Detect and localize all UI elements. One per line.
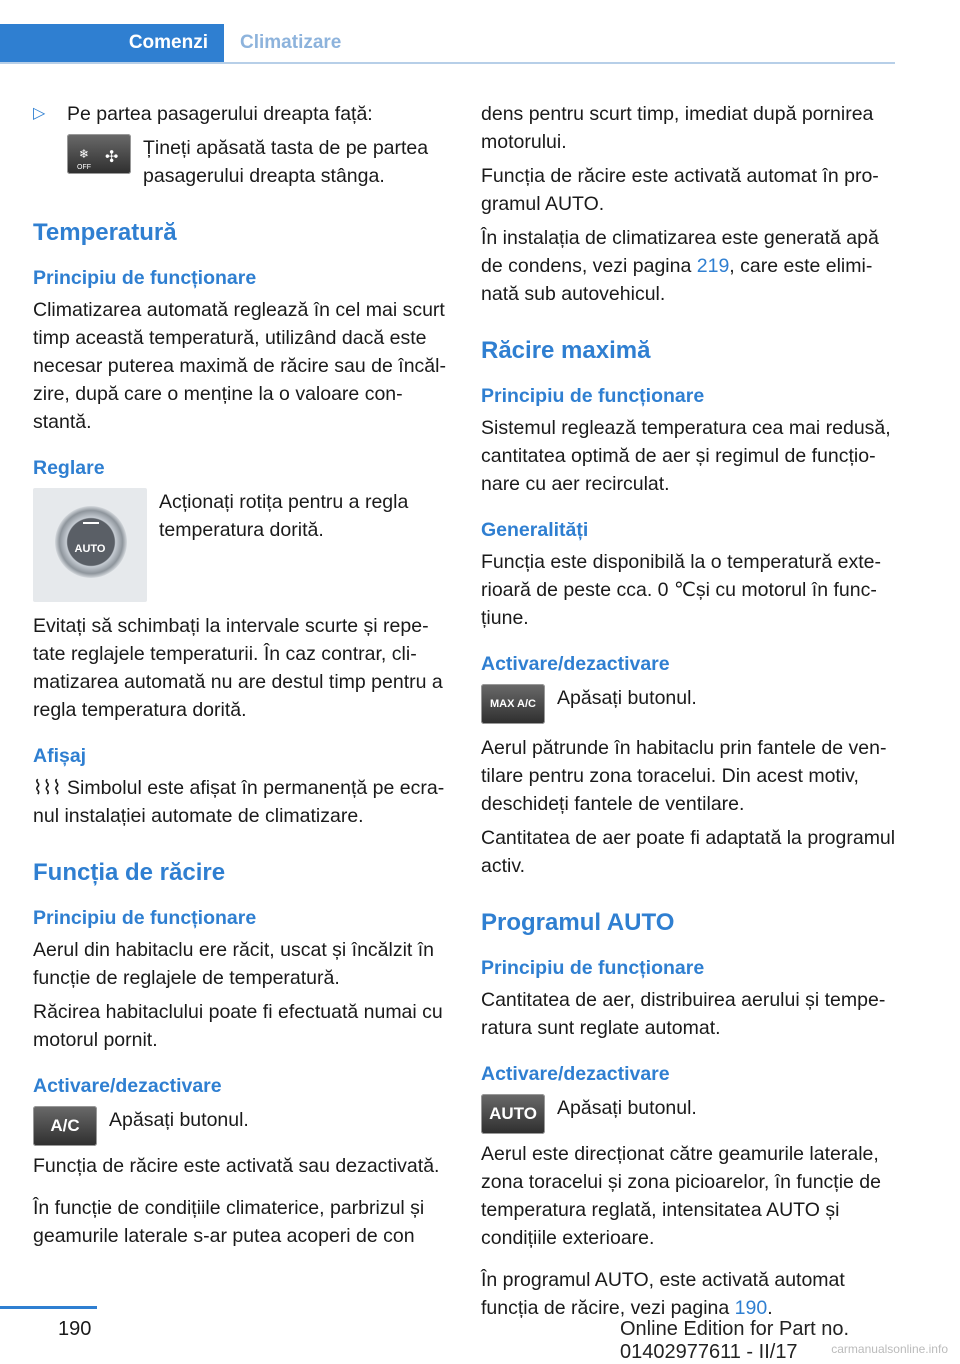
auto-row — [481, 1094, 899, 1134]
paragraph: Cantitatea de aer poate fi adaptată la programul activ. — [481, 827, 896, 877]
paragraph: Climatizarea automată reglează în cel mai scurt timp această temperatură, utilizând dacă este necesar puterea maximă de răcire sau de încălzire, după care o menține la o valoare constantă. — [33, 299, 446, 433]
subheading-reglare: Reglare — [33, 457, 105, 479]
paragraph: Aerul pătrunde în habitaclu prin fantele de ventilare pentru zona toracelui. Din acest motiv, deschideți fantele de ventilare. — [481, 737, 887, 815]
paragraph: Cantitatea de aer, distribuirea aerului și temperatura sunt reglate automat. — [481, 989, 886, 1039]
paragraph-post: , care este eliminată sub autovehicul. — [481, 255, 873, 305]
section-title-max-cooling: Răcire maximă — [481, 337, 651, 364]
paragraph: Sistemul reglează temperatura cea mai redusă, cantitatea optimă de aer și regimul de funcționare cu aer recirculat. — [481, 417, 891, 495]
auto-button-icon: AUTO — [481, 1094, 545, 1134]
page-number: 190 — [58, 1318, 92, 1340]
subheading-principle: Principiu de funcționare — [481, 385, 705, 407]
edition-text: Online Edition for Part no. 01402977611 - II/17 — [620, 1318, 850, 1363]
tab-comenzi[interactable] — [0, 24, 224, 62]
temperature-dial-icon — [33, 488, 147, 602]
auto-text1: Apăsați butonul. — [557, 1097, 697, 1119]
max-ac-row — [481, 684, 899, 724]
paragraph: Funcția este disponibilă la o temperatură exterioară de peste cca. 0 ℃și cu motorul în funcțiune. — [481, 551, 881, 629]
subheading-general: Generalități — [481, 519, 589, 541]
subheading-principle: Principiu de funcționare — [33, 907, 257, 929]
watermark: carmanualsonline.info — [831, 1342, 948, 1356]
max-ac-button-icon: MAX A/C — [481, 684, 545, 724]
page-link-219[interactable]: 219 — [696, 255, 730, 277]
seat-fan-text: Țineți apăsată tasta de pe partea pasagerului dreapta stânga. — [143, 137, 429, 187]
seat-fan-row — [67, 134, 451, 190]
heat-symbol-icon: ⌇⌇⌇ — [33, 777, 62, 799]
bullet-item — [33, 100, 451, 128]
subheading-activation: Activare/dezactivare — [33, 1075, 222, 1097]
paragraph: Funcția de răcire este activată automat în programul AUTO. — [481, 165, 879, 215]
tab-comenzi-label: Comenzi — [128, 32, 208, 53]
left-column — [33, 100, 451, 1256]
subheading-activation: Activare/dezactivare — [481, 653, 670, 675]
max-ac-text: Apăsați butonul. — [557, 687, 697, 709]
paragraph-post: . — [767, 1297, 773, 1319]
right-column — [481, 100, 899, 1328]
triangle-bullet-icon: ▷ — [33, 105, 46, 122]
paragraph: Răcirea habitaclului poate fi efectuată numai cu motorul pornit. — [33, 1001, 443, 1051]
subheading-activation: Activare/dezactivare — [481, 1063, 670, 1085]
paragraph: Aerul din habitaclu ere răcit, uscat și încălzit în funcție de reglajele de temperatură. — [33, 939, 435, 989]
seat-fan-button-icon: ❄ OFF ✣ — [67, 134, 131, 174]
page-link-190[interactable]: 190 — [734, 1297, 768, 1319]
dial-row — [33, 488, 451, 602]
paragraph: dens pentru scurt timp, imediat după pornirea motorului. — [481, 103, 874, 153]
dial-text: Acționați rotița pentru a regla temperatura dorită. — [159, 491, 409, 541]
section-title-cooling: Funcția de răcire — [33, 859, 226, 886]
paragraph-pre: În programul AUTO, este activată automat funcția de răcire, vezi pagina — [481, 1269, 845, 1319]
subheading-principle: Principiu de funcționare — [33, 267, 257, 289]
section-title-auto-program: Programul AUTO — [481, 909, 675, 936]
paragraph: În funcție de condițiile climaterice, parbrizul și geamurile laterale s-ar putea acoperi de con — [33, 1197, 425, 1247]
paragraph: Evitați să schimbați la intervale scurte și repetate reglajele temperaturii. În caz contrar, climatizarea automată nu are destul timp pentru a regla temperatura dorită. — [33, 615, 443, 721]
tab-climatizare[interactable] — [240, 24, 341, 62]
ac-text1: Apăsați butonul. — [109, 1109, 249, 1131]
bullet-text: Pe partea pasagerului dreapta față: — [67, 103, 373, 125]
footer-rule — [0, 1306, 97, 1309]
section-title-temperature: Temperatură — [33, 219, 177, 246]
dial-label: AUTO — [74, 543, 106, 555]
ac-text2: Funcția de răcire este activată sau dezactivată. — [33, 1155, 440, 1177]
display-text: Simbolul este afișat în permanență pe ecranul instalației automate de climatizare. — [33, 777, 445, 827]
subheading-principle: Principiu de funcționare — [481, 957, 705, 979]
tab-climatizare-label: Climatizare — [240, 32, 342, 53]
ac-row — [33, 1106, 451, 1146]
auto-text2: Aerul este direcționat către geamurile laterale, zona toracelui și zona picioarelor, în funcție de temperatura reglată, intensitatea AUTO și condițiile exterioare. — [481, 1143, 881, 1249]
subheading-afisaj: Afișaj — [33, 745, 87, 767]
ac-button-icon: A/C — [33, 1106, 97, 1146]
paragraph-pre: În instalația de climatizarea este generată apă de condens, vezi pagina — [481, 227, 879, 277]
